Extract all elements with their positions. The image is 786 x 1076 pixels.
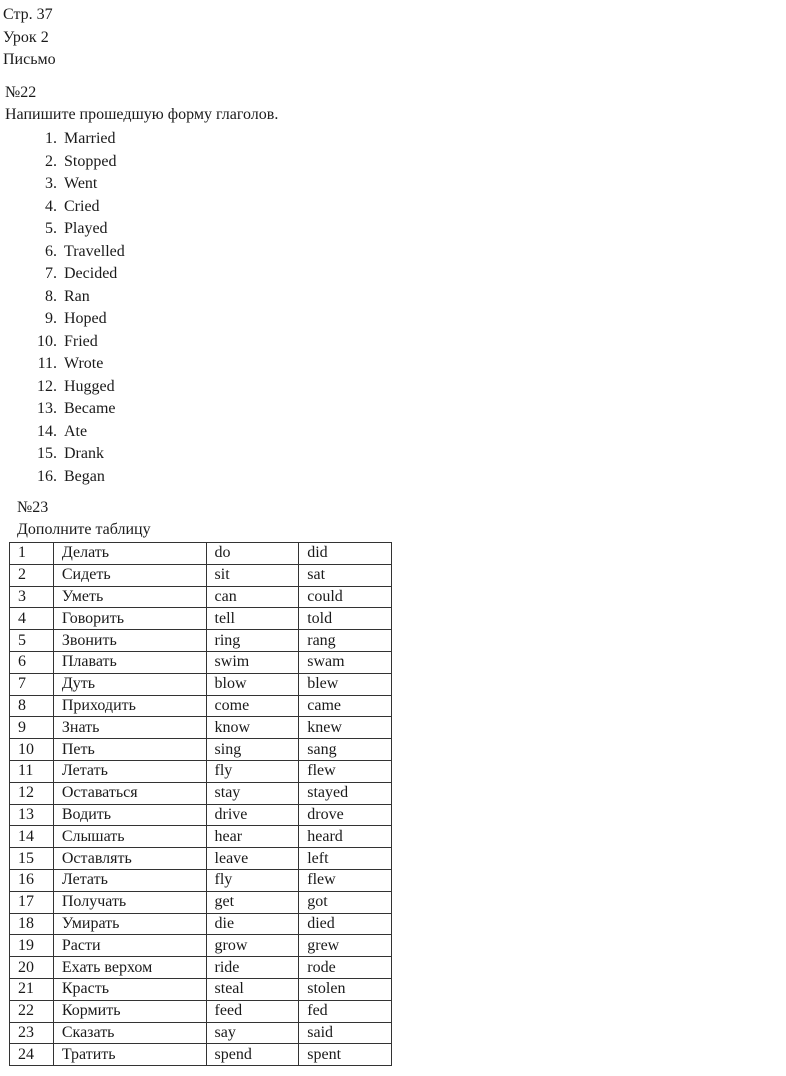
base-form-cell: blow: [206, 673, 299, 695]
list-item-word: Went: [64, 175, 98, 192]
list-item-number: 13.: [37, 400, 57, 417]
past-form-cell: said: [299, 1022, 392, 1044]
table-row: [10, 1022, 392, 1044]
row-number-cell: 13: [10, 804, 54, 826]
task-23: [17, 497, 151, 541]
table-row: [10, 935, 392, 957]
base-form-cell: know: [206, 717, 299, 739]
russian-verb-cell: Звонить: [53, 630, 206, 652]
base-form-cell: say: [206, 1022, 299, 1044]
table-row: [10, 586, 392, 608]
row-number-cell: 18: [10, 913, 54, 935]
past-form-cell: grew: [299, 935, 392, 957]
base-form-cell: spend: [206, 1044, 299, 1066]
list-item-number: 3.: [45, 175, 57, 192]
list-item-word: Played: [64, 220, 108, 237]
russian-verb-cell: Петь: [53, 739, 206, 761]
base-form-cell: grow: [206, 935, 299, 957]
row-number-cell: 9: [10, 717, 54, 739]
list-item-number: 15.: [37, 445, 57, 462]
list-item-number: 6.: [45, 242, 57, 260]
base-form-cell: get: [206, 891, 299, 913]
base-form-cell: feed: [206, 1000, 299, 1022]
table-row: [10, 891, 392, 913]
list-item-word: Ate: [64, 422, 88, 440]
row-number-cell: 19: [10, 935, 54, 957]
row-number-cell: 12: [10, 782, 54, 804]
list-item-word: Travelled: [64, 242, 125, 260]
table-row: [10, 608, 392, 630]
list-item-number: 14.: [37, 422, 57, 440]
table-row: [10, 957, 392, 979]
row-number-cell: 1: [10, 543, 54, 565]
list-item-number: 11.: [37, 355, 57, 372]
base-form-cell: hear: [206, 826, 299, 848]
russian-verb-cell: Летать: [53, 869, 206, 891]
row-number-cell: 22: [10, 1000, 54, 1022]
table-row: [10, 543, 392, 565]
task-23-number: №23: [17, 499, 49, 516]
list-item-word: Ran: [64, 287, 90, 305]
past-form-cell: rode: [299, 957, 392, 979]
past-form-cell: died: [299, 913, 392, 935]
past-form-cell: heard: [299, 826, 392, 848]
base-form-cell: sing: [206, 739, 299, 761]
base-form-cell: steal: [206, 978, 299, 1000]
russian-verb-cell: Летать: [53, 760, 206, 782]
list-item-word: Drank: [64, 445, 104, 462]
russian-verb-cell: Уметь: [53, 586, 206, 608]
table-row: [10, 869, 392, 891]
list-item-number: 7.: [45, 265, 57, 282]
list-item-number: 10.: [37, 332, 57, 350]
russian-verb-cell: Слышать: [53, 826, 206, 848]
list-item-word: Married: [64, 130, 116, 147]
section-title: Письмо: [3, 51, 56, 68]
past-form-cell: knew: [299, 717, 392, 739]
row-number-cell: 14: [10, 826, 54, 848]
table-row: [10, 717, 392, 739]
russian-verb-cell: Оставаться: [53, 782, 206, 804]
list-item-number: 4.: [45, 197, 57, 215]
row-number-cell: 24: [10, 1044, 54, 1066]
list-item-number: 1.: [45, 130, 57, 147]
russian-verb-cell: Оставлять: [53, 848, 206, 870]
past-form-cell: came: [299, 695, 392, 717]
russian-verb-cell: Дуть: [53, 673, 206, 695]
row-number-cell: 8: [10, 695, 54, 717]
past-form-cell: stayed: [299, 782, 392, 804]
base-form-cell: ride: [206, 957, 299, 979]
past-form-cell: fed: [299, 1000, 392, 1022]
past-form-cell: stolen: [299, 978, 392, 1000]
list-item-number: 2.: [45, 152, 57, 170]
past-form-cell: flew: [299, 869, 392, 891]
past-form-cell: rang: [299, 630, 392, 652]
base-form-cell: fly: [206, 869, 299, 891]
row-number-cell: 17: [10, 891, 54, 913]
russian-verb-cell: Тратить: [53, 1044, 206, 1066]
list-item-number: 16.: [37, 467, 57, 485]
russian-verb-cell: Ехать верхом: [53, 957, 206, 979]
row-number-cell: 16: [10, 869, 54, 891]
past-form-cell: got: [299, 891, 392, 913]
verb-table: [9, 542, 392, 1066]
base-form-cell: can: [206, 586, 299, 608]
list-item-word: Wrote: [64, 355, 104, 372]
list-item-number: 9.: [45, 310, 57, 327]
past-form-cell: drove: [299, 804, 392, 826]
russian-verb-cell: Сидеть: [53, 564, 206, 586]
russian-verb-cell: Красть: [53, 978, 206, 1000]
past-form-cell: swam: [299, 651, 392, 673]
base-form-cell: tell: [206, 608, 299, 630]
base-form-cell: swim: [206, 651, 299, 673]
past-form-cell: could: [299, 586, 392, 608]
table-row: [10, 695, 392, 717]
base-form-cell: do: [206, 543, 299, 565]
page-number: Стр. 37: [3, 6, 53, 23]
task-22-instruction: Напишите прошедшую форму глаголов.: [5, 106, 279, 123]
list-item-word: Hugged: [64, 377, 115, 395]
table-row: [10, 1044, 392, 1066]
row-number-cell: 2: [10, 564, 54, 586]
table-row: [10, 978, 392, 1000]
base-form-cell: sit: [206, 564, 299, 586]
row-number-cell: 21: [10, 978, 54, 1000]
row-number-cell: 23: [10, 1022, 54, 1044]
base-form-cell: ring: [206, 630, 299, 652]
past-form-cell: blew: [299, 673, 392, 695]
list-item-word: Hoped: [64, 310, 107, 327]
list-item-word: Became: [64, 400, 116, 417]
lesson-title: Урок 2: [3, 28, 49, 46]
row-number-cell: 6: [10, 651, 54, 673]
base-form-cell: stay: [206, 782, 299, 804]
russian-verb-cell: Плавать: [53, 651, 206, 673]
row-number-cell: 3: [10, 586, 54, 608]
table-row: [10, 651, 392, 673]
table-row: [10, 673, 392, 695]
past-form-cell: sat: [299, 564, 392, 586]
russian-verb-cell: Приходить: [53, 695, 206, 717]
task-22: [5, 82, 279, 485]
past-form-cell: flew: [299, 760, 392, 782]
list-item-number: 5.: [45, 220, 57, 237]
row-number-cell: 7: [10, 673, 54, 695]
base-form-cell: leave: [206, 848, 299, 870]
russian-verb-cell: Получать: [53, 891, 206, 913]
list-item-word: Began: [64, 467, 105, 485]
base-form-cell: die: [206, 913, 299, 935]
table-row: [10, 804, 392, 826]
russian-verb-cell: Кормить: [53, 1000, 206, 1022]
past-form-cell: sang: [299, 739, 392, 761]
row-number-cell: 15: [10, 848, 54, 870]
past-form-cell: did: [299, 543, 392, 565]
base-form-cell: come: [206, 695, 299, 717]
table-row: [10, 782, 392, 804]
row-number-cell: 10: [10, 739, 54, 761]
russian-verb-cell: Водить: [53, 804, 206, 826]
russian-verb-cell: Делать: [53, 543, 206, 565]
list-item-word: Fried: [64, 332, 98, 350]
russian-verb-cell: Знать: [53, 717, 206, 739]
table-row: [10, 739, 392, 761]
list-item-word: Stopped: [64, 152, 117, 170]
base-form-cell: drive: [206, 804, 299, 826]
russian-verb-cell: Расти: [53, 935, 206, 957]
row-number-cell: 20: [10, 957, 54, 979]
table-row: [10, 760, 392, 782]
task-23-instruction: Дополните таблицу: [17, 521, 151, 538]
table-row: [10, 848, 392, 870]
list-item-number: 8.: [45, 287, 57, 305]
past-form-cell: told: [299, 608, 392, 630]
row-number-cell: 5: [10, 630, 54, 652]
table-row: [10, 826, 392, 848]
list-item-word: Cried: [64, 197, 100, 215]
table-row: [10, 564, 392, 586]
task-22-number: №22: [5, 84, 37, 101]
list-item-word: Decided: [64, 265, 118, 282]
row-number-cell: 4: [10, 608, 54, 630]
list-item-number: 12.: [37, 377, 57, 395]
russian-verb-cell: Говорить: [53, 608, 206, 630]
base-form-cell: fly: [206, 760, 299, 782]
past-form-cell: left: [299, 848, 392, 870]
russian-verb-cell: Сказать: [53, 1022, 206, 1044]
row-number-cell: 11: [10, 760, 54, 782]
past-form-cell: spent: [299, 1044, 392, 1066]
table-row: [10, 1000, 392, 1022]
table-row: [10, 630, 392, 652]
russian-verb-cell: Умирать: [53, 913, 206, 935]
table-row: [10, 913, 392, 935]
page-header: [3, 4, 56, 72]
